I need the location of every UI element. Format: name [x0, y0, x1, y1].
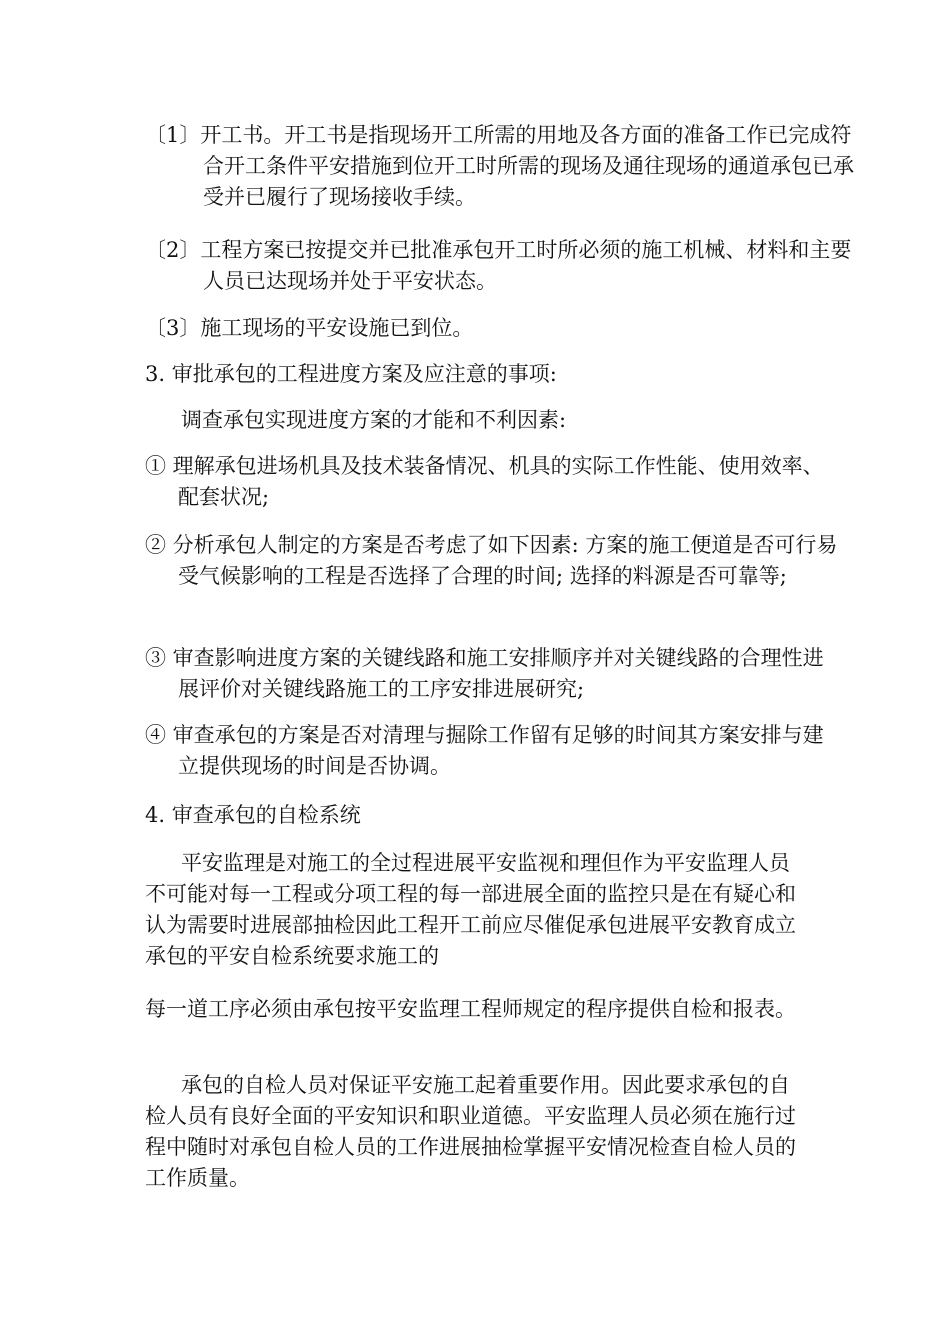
investigation-intro: 调查承包实现进度方案的才能和不利因素:: [181, 408, 567, 432]
item-2-engineering-plan: 〔2〕工程方案已按提交并已批准承包开工时所必须的施工机械、材料和主要人员已达现场并处于平安状态。: [145, 238, 852, 293]
circle-item-2: ② 分析承包人制定的方案是否考虑了如下因素: 方案的施工便道是否可行易受气候影响的工程是否选择了合理的时间; 选择的料源是否可靠等;: [145, 533, 838, 588]
section-4-heading: 4. 审查承包的自检系统: [145, 803, 361, 827]
section-3-heading: 3. 审批承包的工程进度方案及应注意的事项:: [145, 362, 557, 386]
circle-item-1: ① 理解承包进场机具及技术装备情况、机具的实际工作性能、使用效率、配套状况;: [145, 454, 824, 509]
item-1-start-notice: 〔1〕开工书。开工书是指现场开工所需的用地及各方面的准备工作已完成符合开工条件平安措施到位开工时所需的现场及通往现场的通道承包已承受并已履行了现场接收手续。: [145, 123, 854, 209]
paragraph-self-check-staff: 承包的自检人员对保证平安施工起着重要作用。因此要求承包的自检人员有良好全面的平安知识和职业道德。平安监理人员必须在施行过程中随时对承包自检人员的工作进展抽检掌握平安情况检查自检人员的工作质量。: [145, 1073, 796, 1190]
circle-item-4: ④ 审查承包的方案是否对清理与掘除工作留有足够的时间其方案安排与建立提供现场的时间是否协调。: [145, 723, 824, 778]
circle-item-3: ③ 审查影响进度方案的关键线路和施工安排顺序并对关键线路的合理性进展评价对关键线路施工的工序安排进展研究;: [145, 646, 824, 701]
item-3-site-safety: 〔3〕施工现场的平安设施已到位。: [145, 316, 474, 340]
paragraph-self-check-procedure: 每一道工序必须由承包按平安监理工程师规定的程序提供自检和报表。: [145, 997, 796, 1021]
paragraph-safety-supervision: 平安监理是对施工的全过程进展平安监视和理但作为平安监理人员不可能对每一工程或分项工程的每一部进展全面的监控只是在有疑心和认为需要时进展部抽检因此工程开工前应尽催促承包进展平安教育成立承包的平安自检系统要求施工的: [145, 851, 796, 968]
